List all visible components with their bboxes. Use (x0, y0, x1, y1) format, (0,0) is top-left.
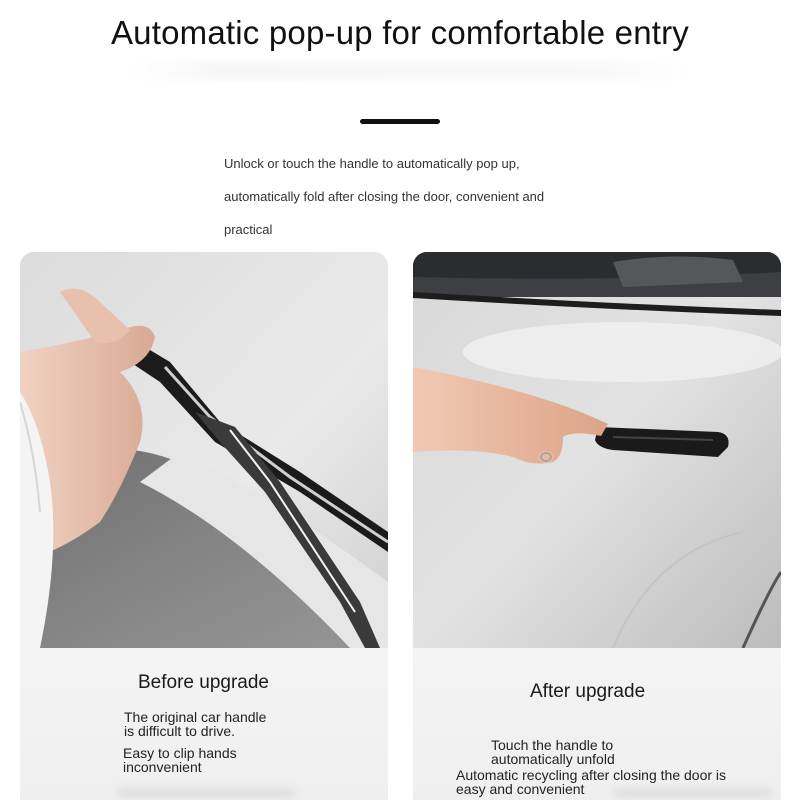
before-upgrade-card (20, 252, 388, 800)
blurred-text-smudge (613, 788, 773, 798)
description-line-3: practical (224, 222, 273, 237)
description-line-1: Unlock or touch the handle to automatically pop up, (224, 156, 520, 171)
description-line-2: automatically fold after closing the door, convenient and (224, 189, 545, 204)
before-upgrade-photo (20, 252, 388, 648)
title-divider (360, 119, 440, 124)
blurred-text-smudge (116, 788, 296, 798)
before-upgrade-caption (20, 648, 388, 800)
after-upgrade-caption (413, 648, 781, 800)
before-upgrade-point-2: Easy to clip hands inconvenient (123, 745, 237, 775)
after-upgrade-point-1: Touch the handle to automatically unfold (491, 737, 615, 767)
page-title: Automatic pop-up for comfortable entry (110, 14, 690, 51)
after-upgrade-point-2: Automatic recycling after closing the door is easy and convenient (456, 767, 727, 797)
after-upgrade-photo (413, 252, 781, 648)
after-upgrade-title: After upgrade (530, 681, 646, 702)
after-upgrade-card (413, 252, 781, 800)
before-upgrade-point-1: The original car handle is difficult to drive. (124, 709, 267, 739)
before-upgrade-title: Before upgrade (138, 672, 269, 693)
faded-subtitle-background (130, 62, 690, 80)
